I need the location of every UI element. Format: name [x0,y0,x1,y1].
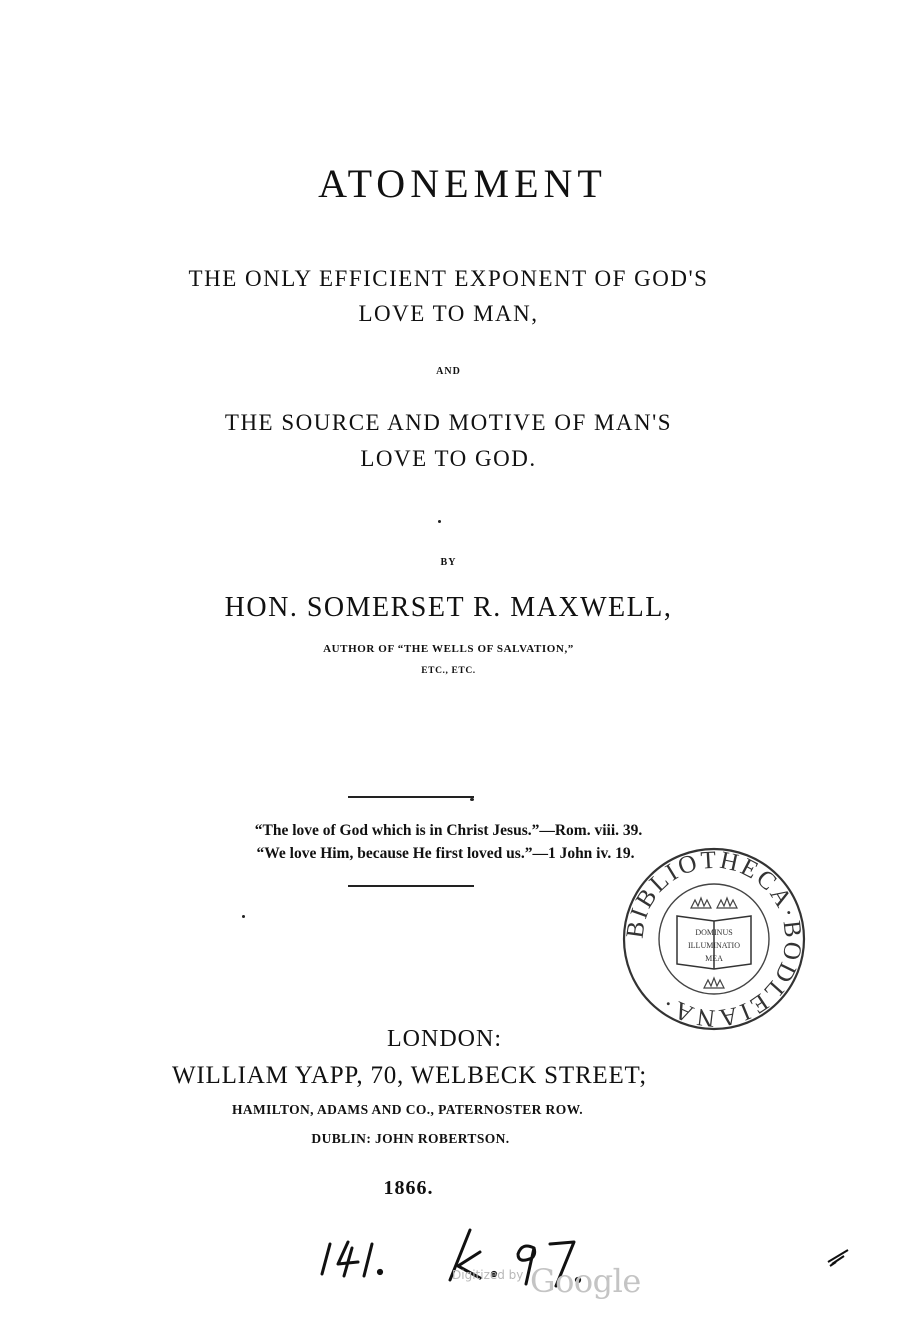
epigraph-1: “The love of God which is in Christ Jesus.”—Rom. viii. 39. [254,822,643,839]
subtitle-conjunction: AND [436,366,461,377]
subtitle-line-1: THE ONLY EFFICIENT EXPONENT OF GOD'S [188,266,709,291]
svg-text:DOMINUS: DOMINUS [695,928,733,937]
epigraph-2: “We love Him, because He first loved us.”—1 John iv. 19. [256,845,635,862]
imprint-dublin: DUBLIN: JOHN ROBERTSON. [311,1131,510,1146]
svg-text:ILLUMINATIO: ILLUMINATIO [688,941,740,950]
bodleian-library-stamp [621,846,807,1032]
author-name: HON. SOMERSET R. MAXWELL, [224,592,673,623]
stamp-ring-text: BIBLIOTHECA·BODLEIANA· [621,846,807,1032]
stamp-open-book [677,916,751,969]
ink-mark [826,1246,850,1268]
imprint-agents: HAMILTON, ADAMS AND CO., PATERNOSTER ROW. [231,1102,584,1117]
digitized-by-label: Digitized by [452,1268,524,1282]
epigraph-rule-bottom [348,885,474,887]
imprint-city: LONDON: [387,1026,502,1052]
by-line: BY [440,557,457,568]
subtitle-line-2: LOVE TO MAN, [358,301,539,326]
print-speck [242,915,245,918]
book-title: ATONEMENT [318,161,607,206]
subtitle-line-3: THE SOURCE AND MOTIVE OF MAN'S [224,410,673,435]
svg-text:MEA: MEA [705,954,723,963]
print-speck [470,798,474,801]
print-speck [438,520,441,523]
subtitle-line-4: LOVE TO GOD. [360,446,537,471]
google-wordmark: Google [530,1262,641,1300]
epigraph-rule-top [348,796,474,798]
author-etc: ETC., ETC. [421,666,476,676]
author-previous-work: AUTHOR OF “THE WELLS OF SALVATION,” [323,643,574,655]
imprint-publisher: WILLIAM YAPP, 70, WELBECK STREET; [171,1062,647,1089]
publication-year: 1866. [383,1177,434,1199]
